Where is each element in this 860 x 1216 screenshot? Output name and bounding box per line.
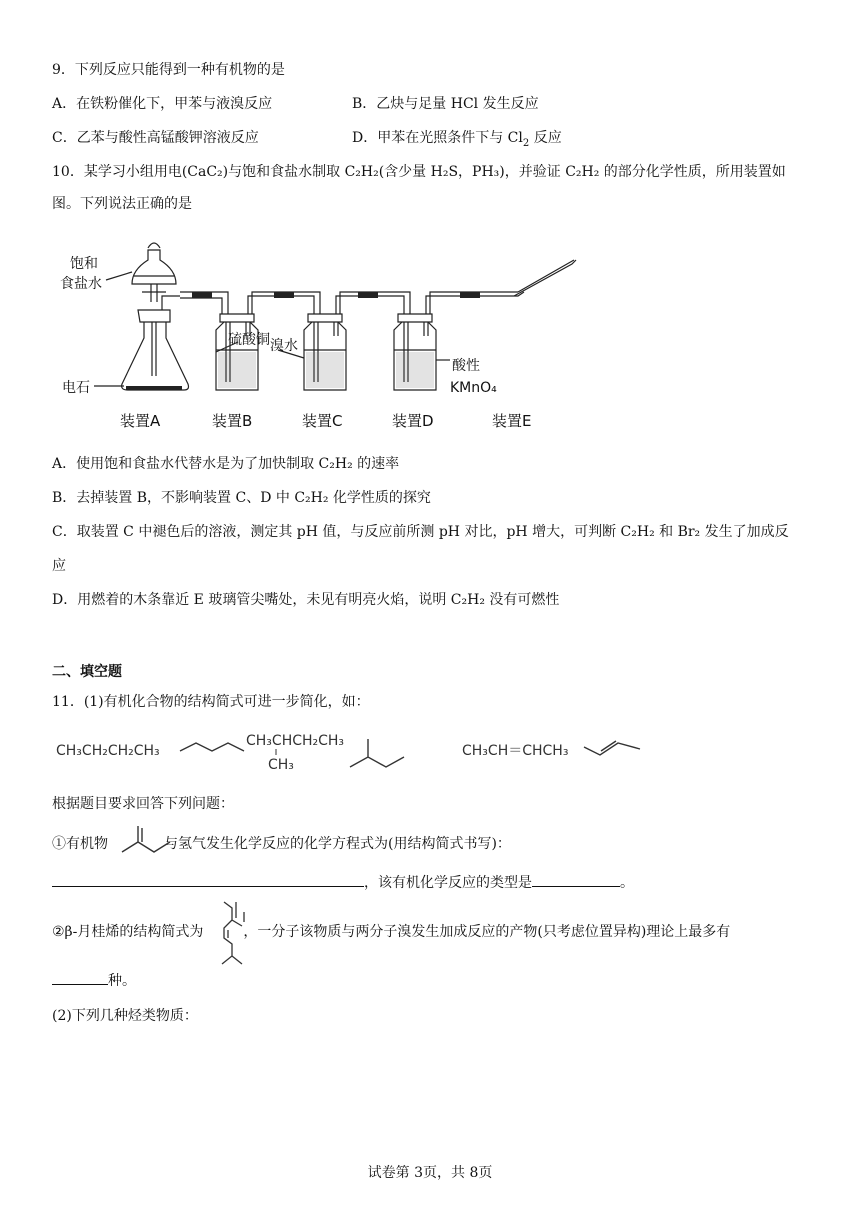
q11-part1-post: 与氢气发生化学反应的化学方程式为(用结构简式书写)： bbox=[164, 836, 511, 852]
q11-part3: (2)下列几种烃类物质： bbox=[52, 1008, 198, 1024]
q9-option-d bbox=[352, 128, 562, 148]
flask-a-outlet bbox=[162, 296, 180, 310]
formula-2-butene: CH₃CH＝CHCH₃ bbox=[462, 743, 569, 759]
skeleton-isopentane bbox=[350, 739, 404, 767]
label-brine: 食盐水 bbox=[60, 276, 102, 292]
section-title: 二、填空题 bbox=[52, 664, 122, 680]
q11-part1-mid: ，该有机化学反应的类型是 bbox=[364, 875, 532, 891]
formula-butane: CH₃CH₂CH₂CH₃ bbox=[56, 743, 160, 759]
label-bromine-water: 溴水 bbox=[270, 338, 298, 354]
q11-instruction: 根据题目要求回答下列问题： bbox=[52, 796, 234, 812]
formula-isopentane-branch: CH₃ bbox=[268, 757, 294, 773]
label-saturated: 饱和 bbox=[70, 256, 98, 272]
q9-option-c: C．乙苯与酸性高锰酸钾溶液反应 bbox=[52, 130, 259, 146]
q11-part1-pre: ①有机物 bbox=[52, 836, 108, 852]
label-kmno4: KMnO₄ bbox=[450, 380, 497, 396]
rubber-joint-3 bbox=[358, 292, 378, 298]
glass-tube-e bbox=[514, 260, 576, 296]
label-device-e: 装置E bbox=[492, 412, 532, 430]
leader-brine bbox=[106, 272, 132, 280]
q9-option-d-sub: 2 bbox=[522, 137, 530, 149]
isobutene-structure-icon bbox=[118, 822, 174, 862]
q11-stem: 11．(1)有机化合物的结构简式可进一步简化，如： bbox=[52, 694, 370, 710]
answer-blank-count[interactable] bbox=[52, 970, 108, 985]
funnel-stopper bbox=[148, 243, 160, 248]
answer-blank-reaction-type[interactable] bbox=[532, 872, 620, 887]
q10-option-c-line1: C．取装置 C 中褪色后的溶液，测定其 pH 值，与反应前所测 pH 对比，pH 增大，可判断 C₂H₂ 和 Br₂ 发生了加成反 bbox=[52, 524, 789, 540]
label-device-a: 装置A bbox=[120, 412, 161, 430]
formula-isopentane: CH₃CHCH₂CH₃ bbox=[246, 733, 345, 749]
myrcene-structure-icon bbox=[214, 898, 254, 968]
bottle-c-stopper bbox=[308, 314, 342, 322]
bottle-b-stopper bbox=[220, 314, 254, 322]
label-device-b: 装置B bbox=[212, 412, 253, 430]
q11-part2-pre: ②β-月桂烯的结构简式为 bbox=[52, 924, 204, 940]
label-carbide: 电石 bbox=[62, 380, 90, 396]
answer-blank-equation[interactable] bbox=[52, 872, 364, 887]
rubber-joint-1 bbox=[192, 292, 212, 298]
q10-option-c-line2: 应 bbox=[52, 558, 66, 574]
skeleton-2-butene bbox=[584, 741, 640, 755]
label-device-d: 装置D bbox=[392, 412, 434, 430]
kmno4-solution bbox=[396, 352, 434, 388]
flask-a-stopper bbox=[138, 310, 170, 322]
page-footer: 试卷第 3页，共 8页 bbox=[367, 1165, 493, 1181]
calcium-carbide-solid bbox=[126, 386, 182, 390]
q11-part2-answer-line bbox=[52, 970, 136, 991]
q9-stem: 9．下列反应只能得到一种有机物的是 bbox=[52, 62, 285, 78]
label-acidic: 酸性 bbox=[452, 358, 480, 374]
q10-stem-line1: 10．某学习小组用电(CaC₂)与饱和食盐水制取 C₂H₂(含少量 H₂S，PH₃)，并验证 C₂H₂ 的部分化学性质，所用装置如 bbox=[52, 164, 786, 180]
q10-option-a: A．使用饱和食盐水代替水是为了加快制取 C₂H₂ 的速率 bbox=[52, 456, 400, 472]
q11-part2-post: ，一分子该物质与两分子溴发生加成反应的产物(只考虑位置异构)理论上最多有 bbox=[243, 924, 731, 940]
apparatus-diagram bbox=[52, 226, 612, 436]
rubber-joint-4 bbox=[460, 292, 480, 298]
q10-stem-line2: 图。下列说法正确的是 bbox=[52, 196, 192, 212]
q11-part1-end: 。 bbox=[620, 875, 634, 891]
flask-a bbox=[122, 322, 189, 390]
rubber-joint-2 bbox=[274, 292, 294, 298]
label-device-c: 装置C bbox=[302, 412, 343, 430]
q9-option-d-text: D．甲苯在光照条件下与 Cl bbox=[352, 130, 523, 146]
q11-part1-answer-line bbox=[52, 872, 634, 893]
cuso4-solution bbox=[218, 352, 256, 388]
q11-part2-end: 种。 bbox=[108, 973, 136, 989]
q9-option-d-tail: 反应 bbox=[529, 130, 562, 146]
label-cuso4: 硫酸铜 bbox=[228, 332, 270, 348]
flask-a-inner-tube bbox=[152, 322, 156, 376]
funnel-stem bbox=[151, 284, 157, 302]
q9-option-b: B．乙炔与足量 HCl 发生反应 bbox=[352, 96, 539, 112]
q10-option-d: D．用燃着的木条靠近 E 玻璃管尖嘴处，未见有明亮火焰，说明 C₂H₂ 没有可燃性 bbox=[52, 592, 560, 608]
separatory-funnel bbox=[132, 250, 176, 284]
q11-part2-prompt bbox=[52, 922, 730, 942]
q9-option-a: A．在铁粉催化下，甲苯与液溴反应 bbox=[52, 96, 273, 112]
bromine-water bbox=[306, 352, 344, 388]
bottle-d-stopper bbox=[398, 314, 432, 322]
skeletal-formula-examples bbox=[56, 725, 656, 775]
skeleton-butane bbox=[180, 743, 244, 751]
q10-option-b: B．去掉装置 B，不影响装置 C、D 中 C₂H₂ 化学性质的探究 bbox=[52, 490, 431, 506]
